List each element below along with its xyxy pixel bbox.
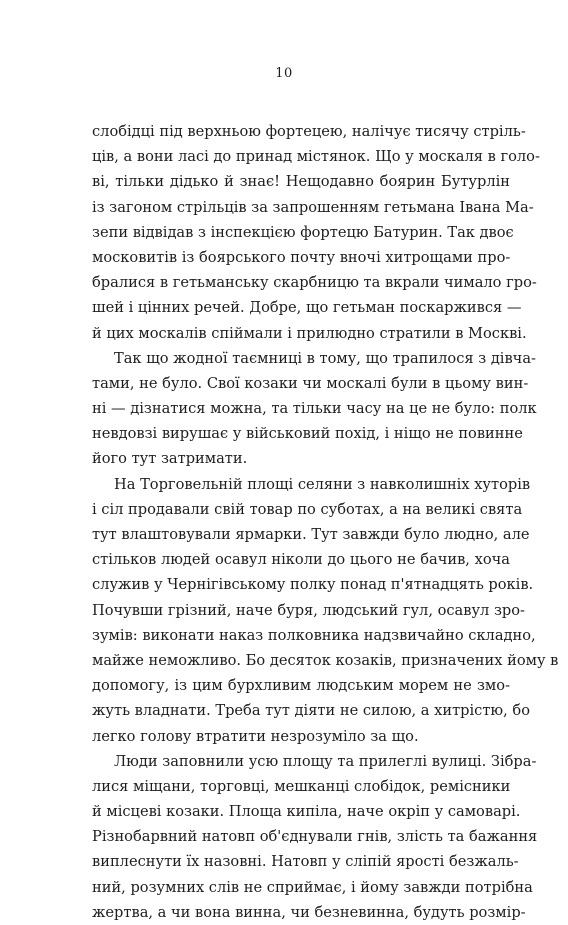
text-line: служив у Чернігівському полку понад п'ятнадцять років. <box>92 576 534 594</box>
text-line: ний, розумних слів не сприймає, і йому завжди потрібна <box>92 878 533 896</box>
body-text <box>92 119 559 925</box>
page-number: 10 <box>275 66 293 81</box>
text-line: зумів: виконати наказ полковника надзвичайно складно, <box>92 626 536 644</box>
text-line: ців, а вони ласі до принад містянок. Що у москаля в голо- <box>92 148 540 166</box>
text-line: і сіл продавали свій товар по суботах, а на великі свята <box>92 500 523 518</box>
text-line: тами, не було. Свої козаки чи москалі були в цьому вин- <box>92 374 529 392</box>
text-line: зепи відвідав з інспекцією фортецю Батурин. Так двоє <box>92 223 514 241</box>
text-line: стільков людей осавул ніколи до цього не бачив, хоча <box>92 551 510 569</box>
text-line: ві, тільки дідько й знає! Нещодавно боярин Бутурлін <box>92 173 510 191</box>
text-line: майже неможливо. Бо десяток козаків, призначених йому в <box>92 651 559 669</box>
text-line: бралися в гетьманську скарбницю та вкрали чимало гро- <box>92 274 537 292</box>
text-line: допомогу, із цим бурхливим людським морем не змо- <box>92 677 510 695</box>
text-line: шей і цінних речей. Добре, що гетьман поскаржився — <box>92 299 522 317</box>
text-line: ні — дізнатися можна, та тільки часу на це не було: полк <box>92 400 537 418</box>
text-line: й цих москалів спіймали і прилюдно стратили в Москві. <box>92 324 527 342</box>
text-line: слобідці під верхньою фортецею, налічує тисячу стріль- <box>92 123 526 140</box>
text-line: його тут затримати. <box>92 450 248 468</box>
text-line: невдовзі вирушає у військовий похід, і ніщо не повинне <box>92 425 523 443</box>
text-line: тут влаштовували ярмарки. Тут завжди було людно, але <box>92 526 530 543</box>
text-line: жертва, а чи вона винна, чи безневинна, будуть розмір- <box>92 903 526 921</box>
text-line: Так що жодної таємниці в тому, що трапилося з дівча- <box>114 349 536 367</box>
text-line: жуть владнати. Треба тут діяти не силою, а хитрістю, бо <box>92 702 530 720</box>
text-line: Почувши грізний, наче буря, людський гул, осавул зро- <box>92 601 525 619</box>
text-line: московитів із боярського почту вночі хитрощами про- <box>92 248 511 266</box>
text-line: лися міщани, торговці, мешканці слобідок, ремісники <box>92 777 511 795</box>
text-line: легко голову втратити незрозуміло за що. <box>92 727 419 745</box>
text-line: Люди заповнили усю площу та прилеглі вулиці. Зібра- <box>114 752 537 770</box>
text-line: із загоном стрільців за запрошенням гетьмана Івана Ма- <box>92 198 534 216</box>
text-line: На Торговельній площі селяни з навколишніх хуторів <box>114 475 531 493</box>
text-line: й місцеві козаки. Площа кипіла, наче окріп у самоварі. <box>92 803 521 821</box>
text-line: Різнобарвний натовп об'єднували гнів, злість та бажання <box>92 828 538 846</box>
text-line: виплеснути їх назовні. Натовп у сліпій ярості безжаль- <box>92 853 519 871</box>
